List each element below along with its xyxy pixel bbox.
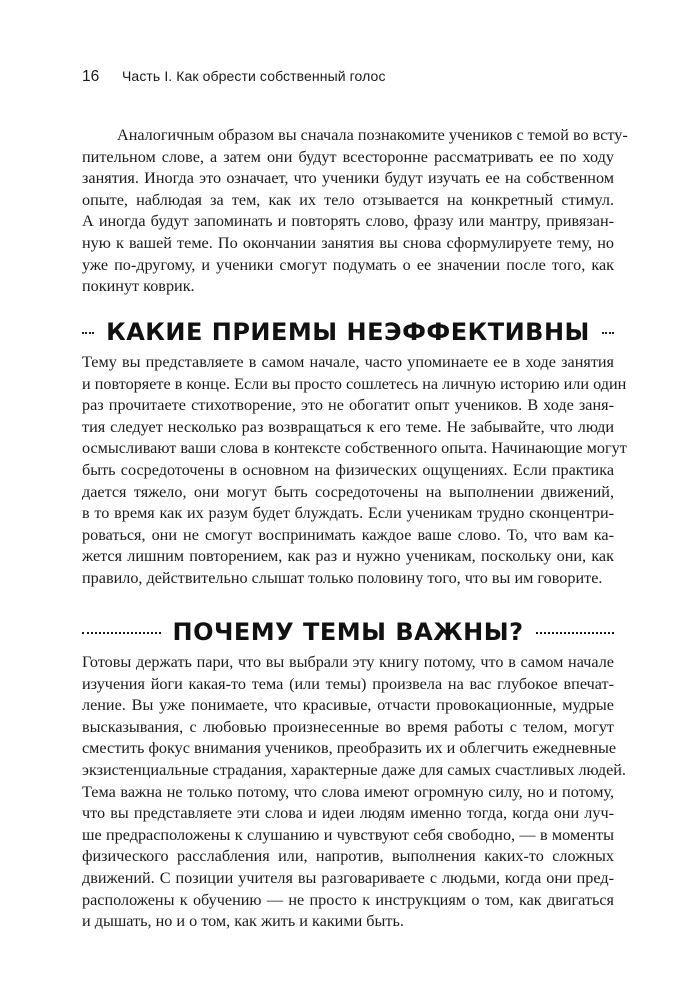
heading-title: КАКИЕ ПРИЕМЫ НЕЭФФЕКТИВНЫ — [106, 318, 590, 346]
section-heading-why-themes — [82, 615, 614, 649]
text-line: Тема важна не только потому, что слова имеют огромную силу, но и потому, — [82, 782, 614, 801]
text-line: что вы представляете эти слова и идеи людям именно тогда, когда они луч- — [82, 804, 614, 823]
text-line: Тему вы представляете в самом начале, часто упоминаете ее в ходе занятия — [82, 353, 614, 371]
text-line: движений. С позиции учителя вы разговариваете с людьми, когда они пред- — [82, 868, 614, 887]
text-line: дается тяжело, они могут быть сосредоточены на выполнении движений, — [82, 482, 614, 501]
text-line: расположены к обучению — не просто к инструкциям о том, как двигаться — [82, 890, 614, 909]
text-line: раз прочитаете стихотворение, это не обогатит опыт учеников. В ходе заня- — [82, 396, 614, 415]
heading-dotted-rule-left — [82, 632, 161, 634]
text-line: быть сосредоточены в основном на физических ощущениях. Если практика — [82, 460, 614, 479]
paragraph-why-themes — [82, 652, 626, 933]
text-line: в то время как их разум будет блуждать. Если ученикам трудно сконцентри- — [82, 504, 614, 523]
running-head — [82, 68, 386, 86]
text-line: занятия. Иногда это означает, что ученики будут изучать ее на собственном — [82, 169, 614, 188]
heading-dotted-rule-right — [536, 632, 615, 634]
text-line: физического расслабления или, напротив, выполнения каких-то сложных — [82, 847, 614, 866]
text-line: роваться, они не смогут воспринимать каждое ваше слово. То, что вам ка- — [82, 525, 614, 544]
heading-dotted-rule-right — [602, 332, 614, 334]
text-line: высказывания, с любовью произнесенные во время работы с телом, могут — [82, 717, 614, 736]
text-line: сместить фокус внимания учеников, преобразить их и облегчить ежедневные — [82, 739, 617, 758]
text-line: пительном слове, а затем они будут всесторонне рассматривать ее по ходу — [82, 147, 614, 166]
text-line: ше предрасположены к слушанию и чувствуют себя свободно, — в моменты — [82, 825, 614, 844]
text-line: и дышать, но и о том, как жить и какими быть. — [82, 912, 404, 931]
text-line: покинут коврик. — [82, 277, 195, 296]
paragraph-ineffective — [82, 352, 627, 590]
running-head-title: Часть I. Как обрести собственный голос — [122, 68, 386, 84]
text-line: осмысливают ваши слова в контексте собственного опыта. Начинающие могут — [82, 439, 627, 458]
text-line: ную к вашей теме. По окончании занятия вы снова сформулируете тему, но — [82, 233, 614, 252]
section-heading-ineffective — [82, 315, 614, 349]
heading-title: ПОЧЕМУ ТЕМЫ ВАЖНЫ? — [172, 618, 524, 646]
text-line: уже по-другому, и ученики смогут подумать о ее значении после того, как — [82, 255, 614, 274]
text-line: ление. Вы уже понимаете, что красивые, отчасти провокационные, мудрые — [82, 696, 614, 715]
text-line: Аналогичным образом вы сначала познакомите учеников с темой во всту- — [117, 126, 628, 144]
page-number: 16 — [82, 68, 100, 85]
text-line: А иногда будут запоминать и повторять слово, фразу или мантру, привязан- — [82, 212, 614, 231]
text-line: Готовы держать пари, что вы выбрали эту книгу потому, что в самом начале — [82, 653, 614, 671]
text-line: и повторяете в конце. Если вы просто сошлетесь на личную историю или один — [82, 374, 627, 393]
paragraph-intro — [82, 125, 628, 298]
text-line: правило, действительно слышат только половину того, что вы им говорите. — [82, 568, 603, 587]
text-line: экзистенциальные страдания, характерные даже для самых счастливых людей. — [82, 760, 626, 779]
text-line: изучения йоги какая-то тема (или темы) произвела на вас глубокое впечат- — [82, 674, 614, 693]
heading-dotted-rule-left — [82, 332, 94, 334]
text-line: жется лишним повторением, как раз и нужно ученикам, поскольку они, как — [82, 547, 614, 566]
text-line: опыте, наблюдая за тем, как их тело отзывается на конкретный стимул. — [82, 190, 614, 209]
text-line: тия следует несколько раз возвращаться к его теме. Не забывайте, что люди — [82, 417, 614, 436]
